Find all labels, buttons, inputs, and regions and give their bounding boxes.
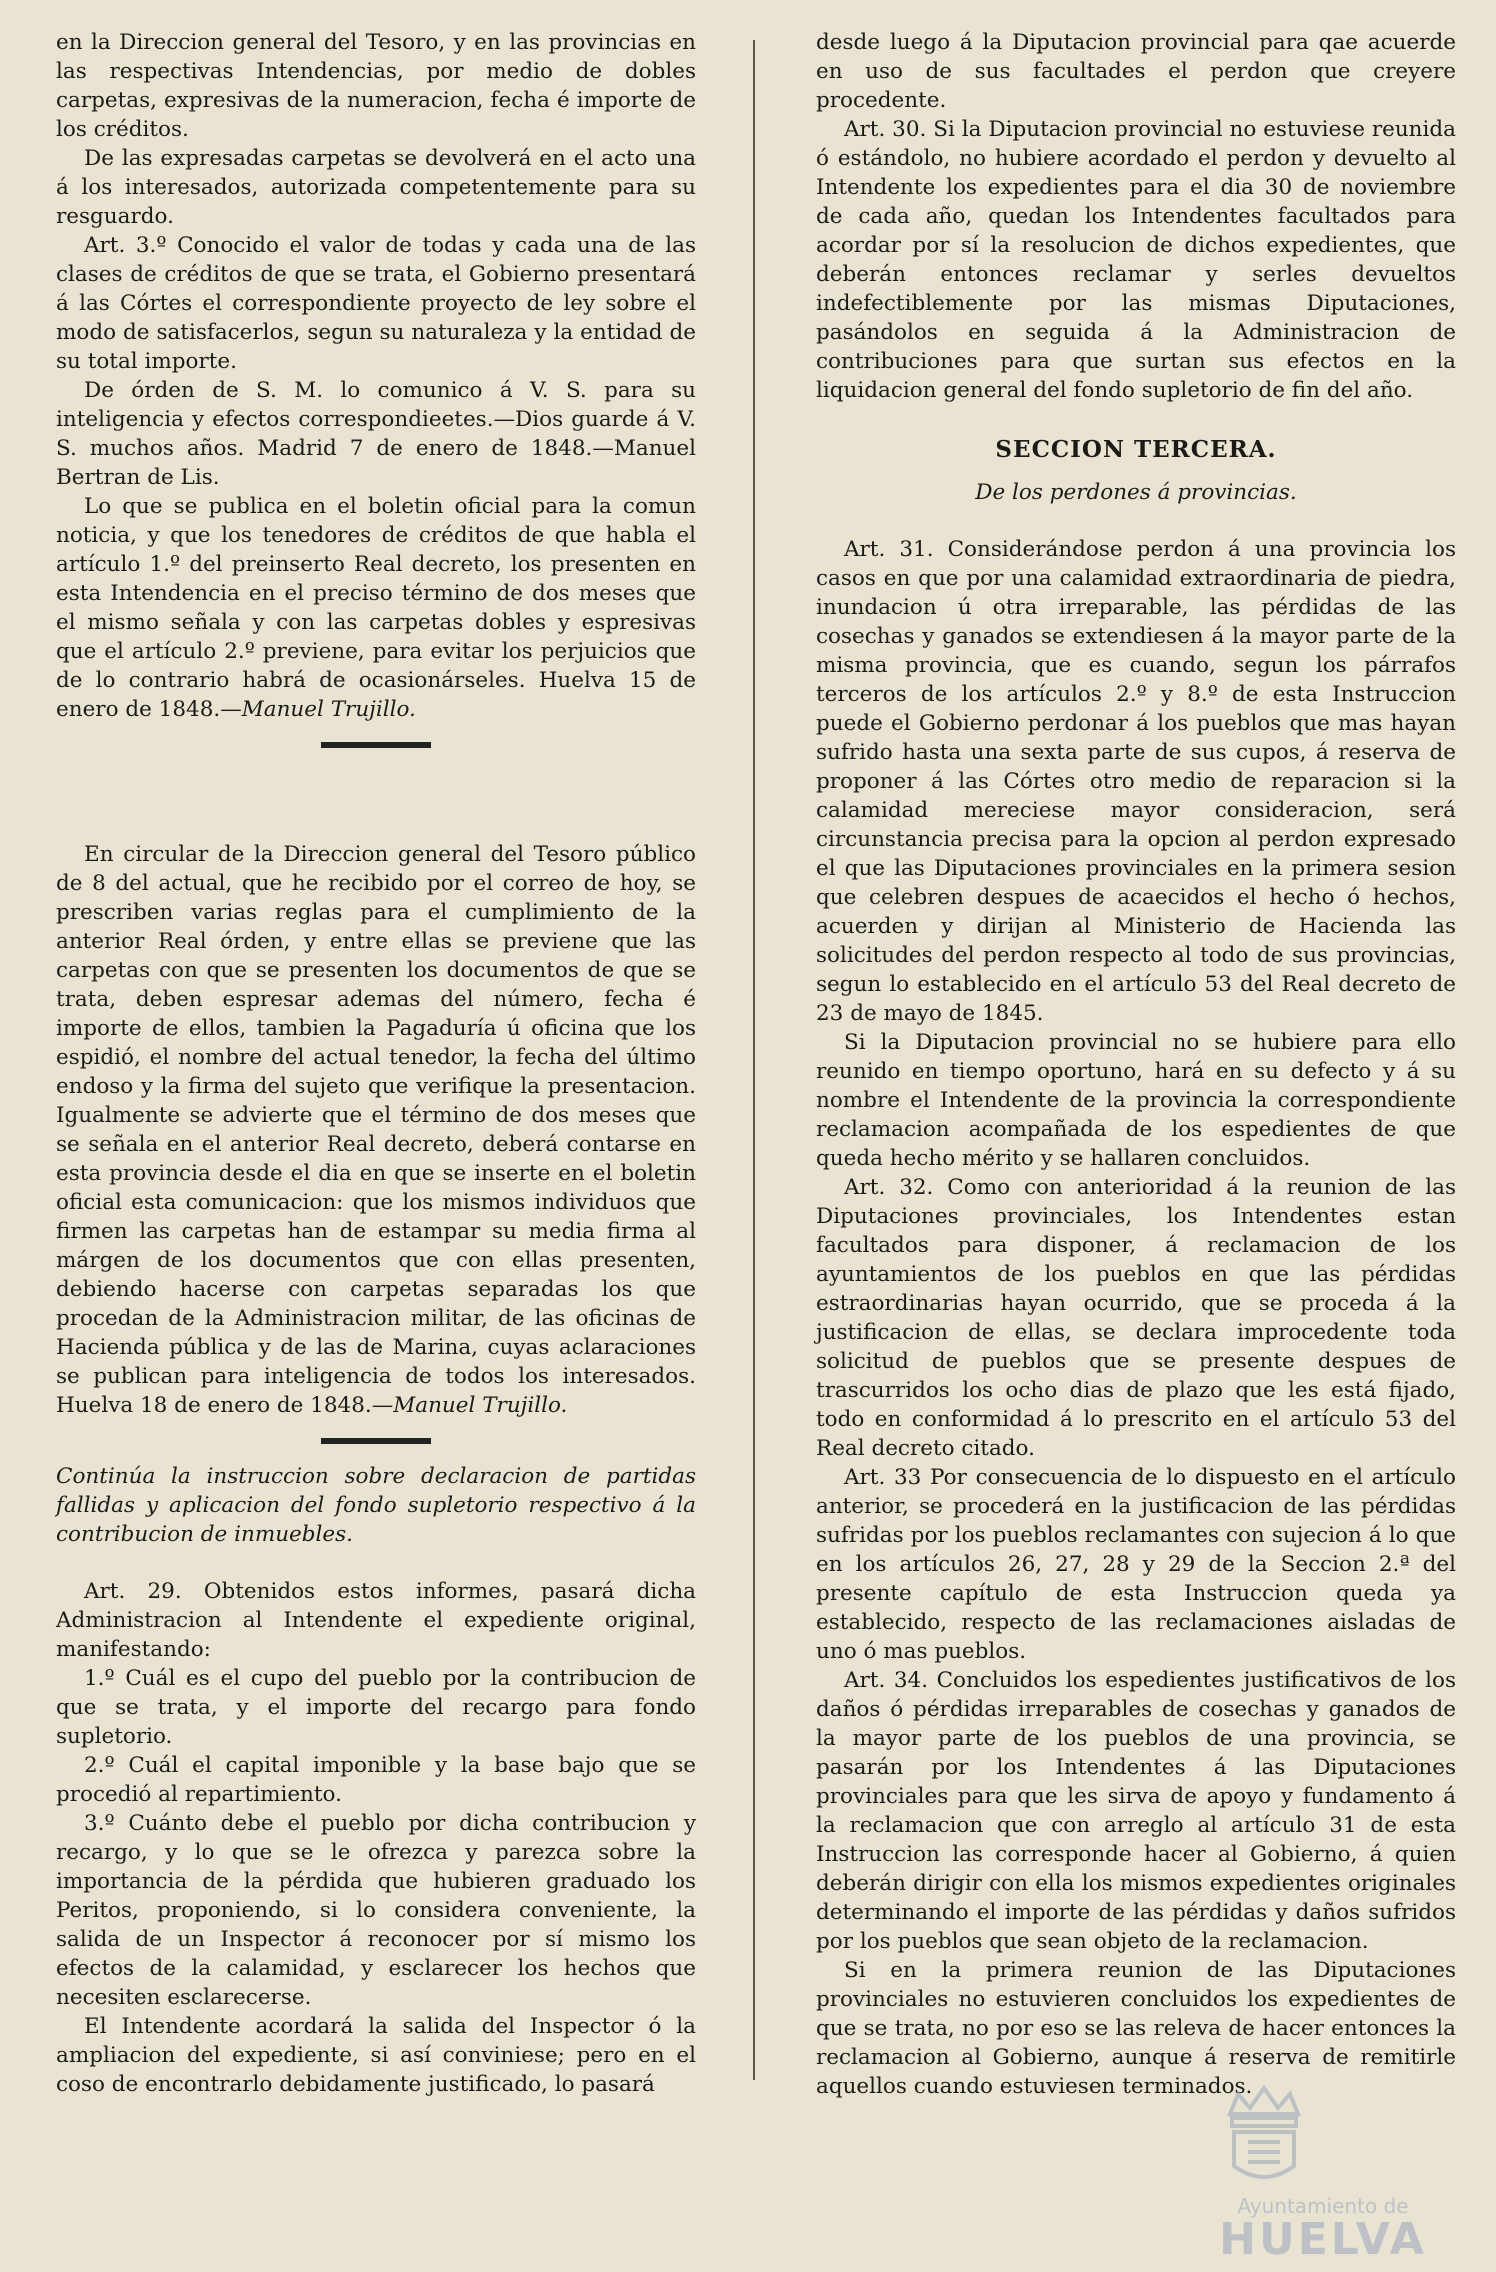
article-30: Art. 30. Si la Diputacion provincial no estuviese reunida ó estándolo, no hubiere acordado el perdon y devuelto al Intendente los expedientes para el dia 30 de noviembre de cada año, quedan los Intendentes facultados para acordar por sí la resolucion de dichos expedientes, que deberán entonces reclamar y serles devueltos indefectiblemente por las mismas Diputaciones, pasándolos en seguida á la Administracion de contribuciones para que surtan sus efectos en la liquidacion general del fondo supletorio de fin del año. [816,117,1456,403]
article-32: Art. 32. Como con anterioridad á la reunion de las Diputaciones provinciales, los Intendentes estan facultados para disponer, á reclamacion de los ayuntamientos de los pueblos en que las pérdidas estraordinarias hayan ocurrido, que se proceda á la justificacion de ellas, se declara improcedente toda solicitud de pueblos que se presente despues de trascurridos los ocho dias de plazo que les está fijado, todo en conformidad á lo prescrito en el artículo 53 del Real decreto citado. [816,1175,1456,1461]
column-divider [753,40,755,2080]
paragraph: De órden de S. M. lo comunico á V. S. para su inteligencia y efectos correspondieetes.—Dios guarde á V. S. muchos años. Madrid 7 de enero de 1848.—Manuel Bertran de Lis. [56,378,696,490]
left-column [56,28,696,2099]
paragraph [56,492,696,724]
section-title: SECCION TERCERA. [995,436,1277,463]
paragraph: Si en la primera reunion de las Diputaciones provinciales no estuvieren concluidos los expedientes de que se trata, no por eso se las releva de hacer entonces la reclamacion al Gobierno, aunque á reserva de remitirle aquellos cuando estuviesen terminados. [816,1958,1456,2099]
paragraph-text: En circular de la Direccion general del Tesoro público de 8 del actual, que he recibido por el correo de hoy, se prescriben varias reglas para el cumplimiento de la anterior Real órden, y entre ellas se previene que las carpetas con que se presenten los documentos de que se trata, deben espresar ademas del número, fecha é importe de ellos, tambien la Pagaduría ú oficina que los espidió, el nombre del actual tenedor, la fecha del último endoso y la firma del sujeto que verifique la presentacion. Igualmente se advierte que el término de dos meses que se señala en el anterior Real decreto, deberá contarse en esta provincia desde el dia en que se inserte en el boletin oficial esta comunicacion: que los mismos individuos que firmen las carpetas han de estampar su media firma al márgen de los documentos que con ellas presenten, debiendo hacerse con carpetas separadas los que procedan de la Administracion militar, de las oficinas de Hacienda pública y de las de Marina, cuyas aclaraciones se publican para inteligencia de todos los interesados. Huelva 18 de enero de 1848.— [56,842,696,1418]
paragraph [56,840,696,1420]
paragraph: El Intendente acordará la salida del Inspector ó la ampliacion del expediente, si así conviniese; pero en el coso de encontrarlo debidamente justificado, lo pasará [56,2014,696,2097]
spacer [56,766,696,840]
paragraph: Si la Diputacion provincial no se hubiere para ello reunido en tiempo oportuno, hará en su defecto y á su nombre el Intendente de la provincia la correspondiente reclamacion acompañada de los espedientes de que queda hecho mérito y se hallaren concluidos. [816,1030,1456,1171]
paragraph-text: Lo que se publica en el boletin oficial para la comun noticia, y que los tenedores de créditos de que habla el artículo 1.º del preinserto Real decreto, los presenten en esta Intendencia en el preciso término de dos meses que el mismo señala y con las carpetas dobles y espresivas que el artículo 2.º previene, para evitar los perjuicios que de lo contrario habrá de ocasionárseles. Huelva 15 de enero de 1848.— [56,494,696,722]
right-column [816,28,1456,2101]
list-item: 1.º Cuál es el cupo del pueblo por la contribucion de que se trata, y el importe del recargo para fondo supletorio. [56,1666,696,1749]
paragraph: desde luego á la Diputacion provincial para qae acuerde en uso de sus facultades el perdon que creyere procedente. [816,30,1456,113]
list-item: 2.º Cuál el capital imponible y la base bajo que se procedió al repartimiento. [56,1753,696,1807]
article-29: Art. 29. Obtenidos estos informes, pasará dicha Administracion al Intendente el expediente original, manifestando: [56,1579,696,1662]
article-33: Art. 33 Por consecuencia de lo dispuesto en el artículo anterior, se procederá en la justificacion de las pérdidas sufridas por los pueblos reclamantes con sujecion á lo que en los artículos 26, 27, 28 y 29 de la Seccion 2.ª del presente capítulo de esta Instruccion queda ya establecido, respecto de las reclamaciones aisladas de uno ó mas pueblos. [816,1465,1456,1664]
watermark-line2: HUELVA [1219,2214,1427,2265]
watermark-text [1218,2194,1428,2265]
article-34: Art. 34. Concluidos los espedientes justificativos de los daños ó pérdidas irreparables de cosechas y ganados de la mayor parte de los pueblos de una provincia, se pasarán por los Intendentes á las Diputaciones provinciales para que les sirva de apoyo y fundamento á la reclamacion que con arreglo al artículo 31 de esta Instruccion las corresponde hacer al Gobierno, á quien deberán dirigir con ella los mismos expedientes originales determinando el importe de las pérdidas y daños sufridos por los pueblos que sean objeto de la reclamacion. [816,1668,1456,1954]
article-31: Art. 31. Considerándose perdon á una provincia los casos en que por una calamidad extraordinaria de piedra, inundacion ú otra irreparable, las pérdidas de las cosechas y ganados se extendiesen á la mayor parte de la misma provincia, que es cuando, segun los párrafos terceros de los artículos 2.º y 8.º de esta Instruccion puede el Gobierno perdonar á los pueblos que mas hayan sufrido hasta una sexta parte de sus cupos, á reserva de proponer á las Córtes otro medio de reparacion si la calamidad mereciese mayor consideracion, será circunstancia precisa para la opcion al perdon expresado el que las Diputaciones provinciales en la primera sesion que celebren despues de acaecidos el hecho ó hechos, acuerden y dirijan al Ministerio de Hacienda las solicitudes del perdon respecto al todo de sus provincias, segun lo establecido en el artículo 53 del Real decreto de 23 de mayo de 1845. [816,537,1456,1026]
paragraph: De las expresadas carpetas se devolverá en el acto una á los interesados, autorizada competentemente para su resguardo. [56,146,696,229]
watermark-line1: Ayuntamiento de [1237,2194,1409,2218]
list-item: 3.º Cuánto debe el pueblo por dicha contribucion y recargo, y lo que se le ofrezca y parezca sobre la importancia de la pérdida que hubieren graduado los Peritos, proponiendo, si lo considera conveniente, la salida de un Inspector á reconocer por sí mismo los efectos de la calamidad, y esclarecer los hechos que necesiten esclarecerse. [56,1811,696,2010]
paragraph: en la Direccion general del Tesoro, y en las provincias en las respectivas Intendencias, por medio de dobles carpetas, expresivas de la numeracion, fecha é importe de los créditos. [56,30,696,142]
signature: Manuel Trujillo. [241,697,416,722]
section-subtitle: De los perdones á provincias. [975,480,1297,505]
separator-bar [321,1438,431,1444]
separator-bar [321,742,431,748]
crown-crest-icon [1218,2080,1310,2190]
article-3: Art. 3.º Conocido el valor de todas y cada una de las clases de créditos de que se trata, el Gobierno presentará á las Córtes el correspondiente proyecto de ley sobre el modo de satisfacerlos, segun su naturaleza y la entidad de su total importe. [56,233,696,374]
ayuntamiento-watermark [1218,2080,1428,2265]
signature: Manuel Trujillo. [393,1393,568,1418]
instruction-heading: Continúa la instruccion sobre declaracion de partidas fallidas y aplicacion del fondo supletorio respectivo á la contribucion de inmuebles. [56,1464,696,1547]
